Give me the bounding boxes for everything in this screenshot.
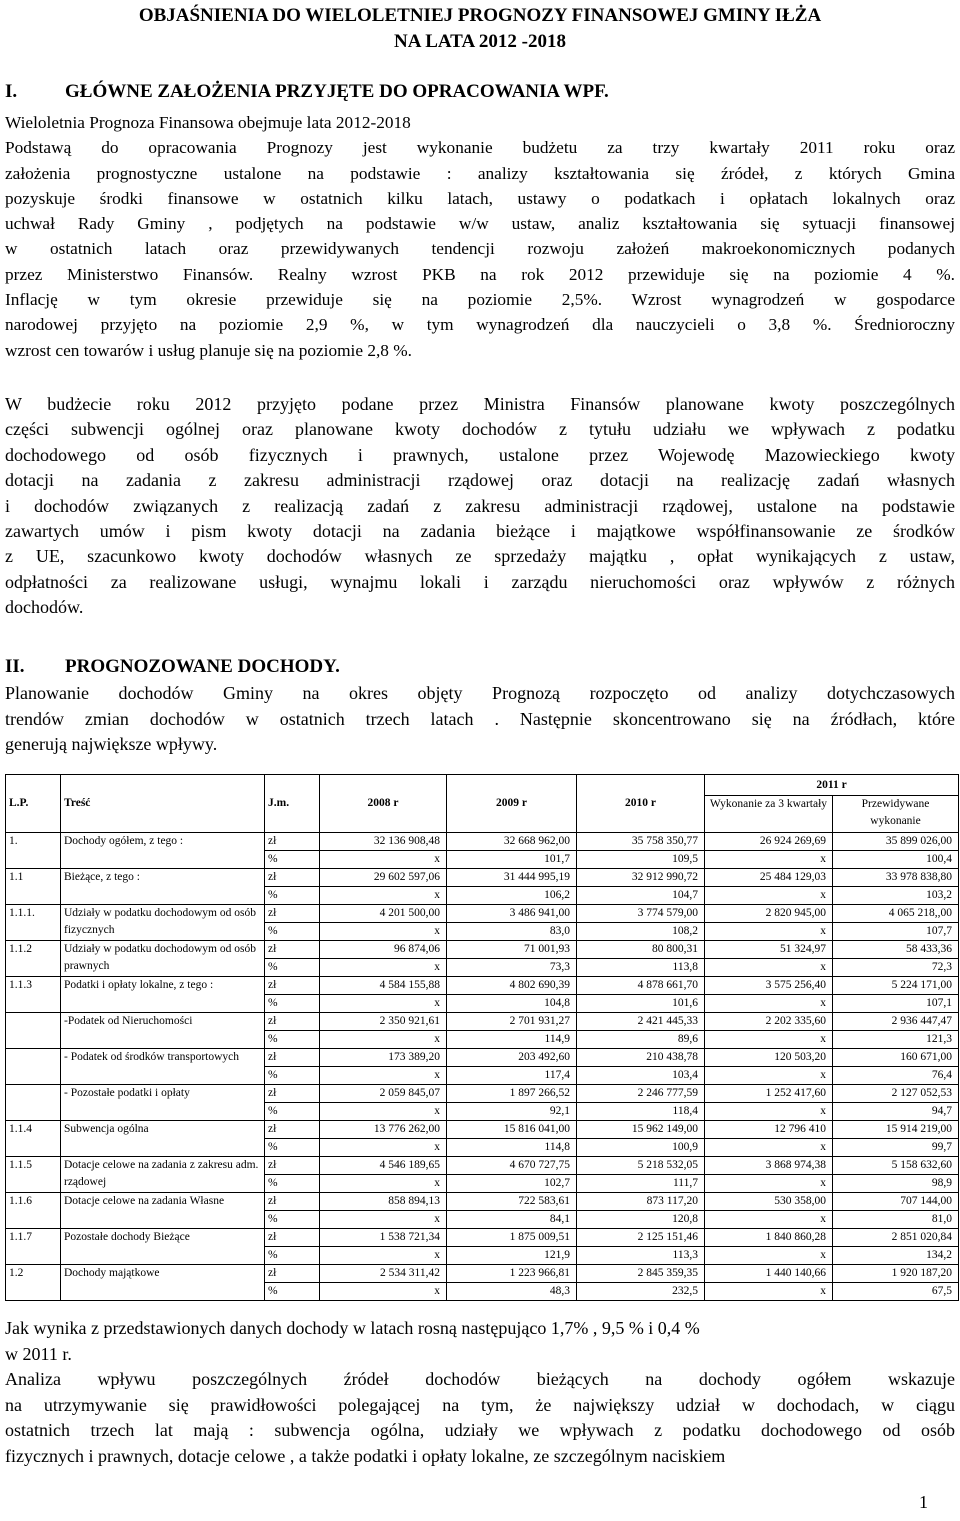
cell-value: 25 484 129,03 [705,869,833,887]
text-line: w 2011 r. [5,1343,72,1364]
text-line: i dochodów związanych z realizacją zadań z zakresu administracji rządowej, ustalone na podstawie [5,495,955,516]
cell-value: 5 218 532,05 [577,1157,705,1175]
cell-value: x [705,959,833,977]
cell-unit: zł [265,1121,320,1139]
cell-value: 114,8 [447,1139,577,1157]
cell-lp: 1.2 [6,1265,61,1301]
table-row [6,1049,959,1067]
cell-value: 32 136 908,48 [320,833,447,851]
cell-value: 73,3 [447,959,577,977]
cell-value: 106,2 [447,887,577,905]
cell-value: 109,5 [577,851,705,869]
cell-tresc: Bieżące, z tego : [61,869,265,905]
header-2008: 2008 r [320,775,447,833]
cell-value: 96 874,06 [320,941,447,959]
cell-value: 1 840 860,28 [705,1229,833,1247]
cell-tresc: Dotacje celowe na zadania Własne [61,1193,265,1229]
cell-value: 114,9 [447,1031,577,1049]
cell-unit: % [265,1247,320,1265]
cell-value: 81,0 [833,1211,959,1229]
cell-lp: 1. [6,833,61,869]
cell-unit: % [265,1067,320,1085]
cell-unit: zł [265,941,320,959]
cell-value: 101,6 [577,995,705,1013]
paragraph-budget-2012 [5,392,955,621]
paragraph-analysis [5,1316,955,1469]
cell-value: 3 868 974,38 [705,1157,833,1175]
cell-value: 4 546 189,65 [320,1157,447,1175]
cell-value: x [320,887,447,905]
table-row [6,905,959,923]
cell-tresc: Dochody ogółem, z tego : [61,833,265,869]
cell-value: 3 774 579,00 [577,905,705,923]
cell-value: 134,2 [833,1247,959,1265]
cell-value: 4 584 155,88 [320,977,447,995]
cell-unit: zł [265,977,320,995]
cell-value: 104,7 [577,887,705,905]
header-2009: 2009 r [447,775,577,833]
text-line: części subwencji ogólnej oraz planowane kwoty dochodów z tytułu udziału we wpływach z podatku [5,419,955,440]
cell-value: 120 503,20 [705,1049,833,1067]
table-row [6,1085,959,1103]
cell-unit: % [265,851,320,869]
cell-value: 67,5 [833,1283,959,1301]
cell-value: 76,4 [833,1067,959,1085]
cell-value: x [320,1175,447,1193]
cell-value: 92,1 [447,1103,577,1121]
cell-value: 1 223 966,81 [447,1265,577,1283]
cell-value: x [705,1283,833,1301]
cell-lp: 1.1.3 [6,977,61,1013]
cell-value: 15 962 149,00 [577,1121,705,1139]
cell-value: x [705,923,833,941]
cell-unit: zł [265,1013,320,1031]
cell-value: 1 440 140,66 [705,1265,833,1283]
cell-value: 2 246 777,59 [577,1085,705,1103]
text-line: W budżecie roku 2012 przyjęto podane przez Ministra Finansów planowane kwoty poszczególnych [5,394,955,414]
cell-tresc: Pozostałe dochody Bieżące [61,1229,265,1265]
cell-unit: zł [265,1265,320,1283]
text-line: odpłatności za realizowane usługi, wynajmu lokali i zarządu nieruchomości oraz wpływów z różnych [5,571,955,592]
paragraph-assumptions [5,110,955,363]
cell-value: 2 820 945,00 [705,905,833,923]
cell-lp [6,1085,61,1121]
cell-value: 15 914 219,00 [833,1121,959,1139]
cell-value: 2 059 845,07 [320,1085,447,1103]
cell-lp [6,1013,61,1049]
cell-unit: % [265,887,320,905]
cell-value: x [320,1031,447,1049]
text-line: uchwał Rady Gminy , podjętych na podstawie w/w ustaw, analiz kształtowania się sytuacji finansowej [5,214,955,234]
cell-value: 48,3 [447,1283,577,1301]
table-row [6,1229,959,1247]
cell-value: 530 358,00 [705,1193,833,1211]
cell-value: 107,1 [833,995,959,1013]
cell-unit: zł [265,1229,320,1247]
cell-value: 113,8 [577,959,705,977]
cell-value: x [705,887,833,905]
cell-unit: zł [265,1157,320,1175]
cell-value: 2 202 335,60 [705,1013,833,1031]
cell-value: 5 224 171,00 [833,977,959,995]
table-row [6,1013,959,1031]
cell-lp: 1.1.2 [6,941,61,977]
doc-title-line-2: NA LATA 2012 -2018 [394,31,566,52]
cell-value: x [320,1139,447,1157]
cell-lp: 1.1.5 [6,1157,61,1193]
cell-value: x [320,995,447,1013]
text-line: Wieloletnia Prognoza Finansowa obejmuje lata 2012-2018 [5,113,411,132]
cell-value: 35 899 026,00 [833,833,959,851]
cell-value: 4 878 661,70 [577,977,705,995]
cell-value: 99,7 [833,1139,959,1157]
cell-lp: 1.1.4 [6,1121,61,1157]
cell-value: 107,7 [833,923,959,941]
cell-value: 58 433,36 [833,941,959,959]
header-lp: L.P. [6,775,61,833]
revenue-table [5,774,959,1301]
cell-unit: zł [265,1085,320,1103]
cell-unit: % [265,923,320,941]
cell-value: 4 065 218,,00 [833,905,959,923]
text-line: dochodowego od osób fizycznych i prawnych, ustalone przez Wojewodę Mazowieckiego kwoty [5,444,955,465]
cell-value: 12 796 410 [705,1121,833,1139]
text-line: w ostatnich latach oraz przewidywanych tendencji rozwoju założeń makroekonomicznych podanych [5,239,955,259]
text-line: na utrzymywanie się prawidłowości polegającej na tym, że największy udział w dochodach, w ciągu [5,1394,955,1415]
cell-value: 100,9 [577,1139,705,1157]
cell-value: x [320,851,447,869]
table-row [6,1157,959,1175]
cell-value: 15 816 041,00 [447,1121,577,1139]
cell-value: 26 924 269,69 [705,833,833,851]
header-jm: J.m. [265,775,320,833]
cell-value: x [705,1175,833,1193]
section-heading-1: I. GŁÓWNE ZAŁOŻENIA PRZYJĘTE DO OPRACOWANIA WPF. [5,81,609,102]
text-line: dotacji na zadania z zakresu administracji rządowej oraz dotacji na realizację zadań własnych [5,470,955,491]
cell-value: x [320,959,447,977]
cell-value: x [705,851,833,869]
cell-value: 32 668 962,00 [447,833,577,851]
cell-value: 102,7 [447,1175,577,1193]
cell-value: 2 851 020,84 [833,1229,959,1247]
text-line: założenia prognostyczne ustalone na podstawie : analizy kształtowania się źródeł, z których Gmina [5,163,955,183]
text-line: narodowej przyjęto na poziomie 2,9 %, w tym wynagrodzeń dla nauczycieli o 3,8 %. Średnioroczny [5,315,955,335]
cell-tresc: Podatki i opłaty lokalne, z tego : [61,977,265,1013]
text-line: generują największe wpływy. [5,734,218,754]
cell-value: 232,5 [577,1283,705,1301]
cell-value: 100,4 [833,851,959,869]
cell-value: x [320,923,447,941]
cell-lp: 1.1.6 [6,1193,61,1229]
page-number: 1 [919,1492,928,1512]
cell-value: 32 912 990,72 [577,869,705,887]
cell-value: 29 602 597,06 [320,869,447,887]
cell-value: 4 802 690,39 [447,977,577,995]
cell-value: x [705,1103,833,1121]
text-line: Jak wynika z przedstawionych danych dochody w latach rosną następująco 1,7% , 9,5 % i 0,4 % [5,1318,700,1338]
cell-value: 103,2 [833,887,959,905]
text-line: wzrost cen towarów i usług planuje się na poziomie 2,8 %. [5,340,412,360]
cell-value: x [705,1067,833,1085]
cell-value: 1 538 721,34 [320,1229,447,1247]
cell-value: 2 350 921,61 [320,1013,447,1031]
text-line: fizycznych i prawnych, dotacje celowe , a także podatki i opłaty lokalne, ze szczególnym naciskiem [5,1445,726,1466]
cell-value: x [705,1211,833,1229]
table-row [6,833,959,851]
cell-value: 120,8 [577,1211,705,1229]
text-line: dochodów. [5,597,84,618]
cell-value: x [705,1031,833,1049]
header-tresc: Treść [61,775,265,833]
cell-value: 104,8 [447,995,577,1013]
cell-unit: % [265,1103,320,1121]
cell-unit: zł [265,833,320,851]
cell-value: 83,0 [447,923,577,941]
header-przewidywane: Przewidywane wykonanie [833,796,959,833]
cell-tresc: -Podatek od Nieruchomości [61,1013,265,1049]
cell-value: 3 486 941,00 [447,905,577,923]
cell-value: 858 894,13 [320,1193,447,1211]
section-heading-2: II. PROGNOZOWANE DOCHODY. [5,656,340,677]
cell-lp: 1.1.7 [6,1229,61,1265]
cell-value: x [320,1067,447,1085]
doc-title-line-1: OBJAŚNIENIA DO WIELOLETNIEJ PROGNOZY FINANSOWEJ GMINY IŁŻA [138,5,822,26]
cell-value: 113,3 [577,1247,705,1265]
text-line: pozyskuje środki finansowe w ostatnich kilku latach, ustawy o podatkach i opłatach lokalnych oraz [5,188,955,208]
cell-value: 72,3 [833,959,959,977]
cell-value: 4 201 500,00 [320,905,447,923]
cell-value: 2 701 931,27 [447,1013,577,1031]
header-wykonanie: Wykonanie za 3 kwartały [705,796,833,833]
text-line: Podstawą do opracowania Prognozy jest wykonanie budżetu za trzy kwartały 2011 roku oraz [5,138,955,158]
cell-value: 31 444 995,19 [447,869,577,887]
table-row [6,869,959,887]
cell-value: 118,4 [577,1103,705,1121]
cell-value: 111,7 [577,1175,705,1193]
cell-value: 117,4 [447,1067,577,1085]
cell-value: 2 936 447,47 [833,1013,959,1031]
cell-value: 2 421 445,33 [577,1013,705,1031]
cell-tresc: Udziały w podatku dochodowym od osób fizycznych [61,905,265,941]
cell-value: 84,1 [447,1211,577,1229]
cell-unit: % [265,995,320,1013]
cell-tresc: - Pozostałe podatki i opłaty [61,1085,265,1121]
cell-value: 2 127 052,53 [833,1085,959,1103]
cell-value: 2 534 311,42 [320,1265,447,1283]
table-row [6,1265,959,1283]
text-line: zawartych umów i pism kwoty dotacji na zadania bieżące i majątkowe współfinansowanie ze środków [5,521,955,542]
header-2010: 2010 r [577,775,705,833]
cell-tresc: Subwencja ogólna [61,1121,265,1157]
text-line: przez Ministerstwo Finansów. Realny wzrost PKB na rok 2012 przewiduje się na poziomie 4 %. [5,264,955,284]
table-row [6,977,959,995]
cell-value: x [320,1283,447,1301]
table-row [6,1121,959,1139]
cell-value: 103,4 [577,1067,705,1085]
cell-tresc: Dochody majątkowe [61,1265,265,1301]
cell-unit: zł [265,905,320,923]
text-line: z UE, szacunkowo kwoty dochodów własnych ze sprzedaży majątku , opłat wynikających z ustaw, [5,546,955,567]
cell-value: 173 389,20 [320,1049,447,1067]
cell-value: 33 978 838,80 [833,869,959,887]
cell-value: x [320,1247,447,1265]
table-row [6,1193,959,1211]
cell-unit: % [265,1211,320,1229]
cell-value: 1 897 266,52 [447,1085,577,1103]
cell-lp [6,1049,61,1085]
cell-value: 722 583,61 [447,1193,577,1211]
cell-value: 873 117,20 [577,1193,705,1211]
cell-value: 2 125 151,46 [577,1229,705,1247]
cell-value: 108,2 [577,923,705,941]
cell-value: 2 845 359,35 [577,1265,705,1283]
cell-value: 71 001,93 [447,941,577,959]
cell-unit: zł [265,1193,320,1211]
cell-unit: % [265,1175,320,1193]
text-line: Planowanie dochodów Gminy na okres objęty Prognozą rozpoczęto od analizy dotychczasowych [5,683,955,703]
cell-value: 121,9 [447,1247,577,1265]
cell-tresc: - Podatek od środków transportowych [61,1049,265,1085]
cell-value: x [705,1139,833,1157]
cell-value: 80 800,31 [577,941,705,959]
cell-value: x [705,1247,833,1265]
cell-value: 160 671,00 [833,1049,959,1067]
cell-value: 1 875 009,51 [447,1229,577,1247]
cell-value: 13 776 262,00 [320,1121,447,1139]
cell-value: 203 492,60 [447,1049,577,1067]
cell-value: 35 758 350,77 [577,833,705,851]
cell-value: 89,6 [577,1031,705,1049]
cell-lp: 1.1.1. [6,905,61,941]
text-line: Inflację w tym okresie przewiduje się na poziomie 2,5%. Wzrost wynagrodzeń w gospodarce [5,290,955,310]
cell-value: 1 920 187,20 [833,1265,959,1283]
cell-lp: 1.1 [6,869,61,905]
cell-unit: % [265,1031,320,1049]
table-row [6,941,959,959]
text-line: Analiza wpływu poszczególnych źródeł dochodów bieżących na dochody ogółem wskazuje [5,1369,955,1389]
cell-unit: % [265,1283,320,1301]
cell-value: 101,7 [447,851,577,869]
cell-tresc: Dotacje celowe na zadania z zakresu adm. rządowej [61,1157,265,1193]
cell-value: 3 575 256,40 [705,977,833,995]
cell-value: 121,3 [833,1031,959,1049]
cell-unit: zł [265,869,320,887]
cell-value: 94,7 [833,1103,959,1121]
cell-value: 707 144,00 [833,1193,959,1211]
cell-unit: zł [265,1049,320,1067]
cell-value: x [320,1211,447,1229]
cell-value: 1 252 417,60 [705,1085,833,1103]
text-line: ostatnich trzech lat mają : subwencja ogólna, udziały we wpływach z podatku dochodowego od osób [5,1420,955,1440]
cell-value: 4 670 727,75 [447,1157,577,1175]
cell-value: 5 158 632,60 [833,1157,959,1175]
cell-value: 51 324,97 [705,941,833,959]
cell-tresc: Udziały w podatku dochodowym od osób prawnych [61,941,265,977]
cell-value: 98,9 [833,1175,959,1193]
cell-unit: % [265,1139,320,1157]
cell-unit: % [265,959,320,977]
cell-value: x [320,1103,447,1121]
header-2011: 2011 r [705,775,959,796]
cell-value: 210 438,78 [577,1049,705,1067]
paragraph-revenue-planning [5,681,955,758]
text-line: trendów zmian dochodów w ostatnich trzech latach . Następnie skoncentrowano się na źródłach, które [5,708,955,729]
cell-value: x [705,995,833,1013]
